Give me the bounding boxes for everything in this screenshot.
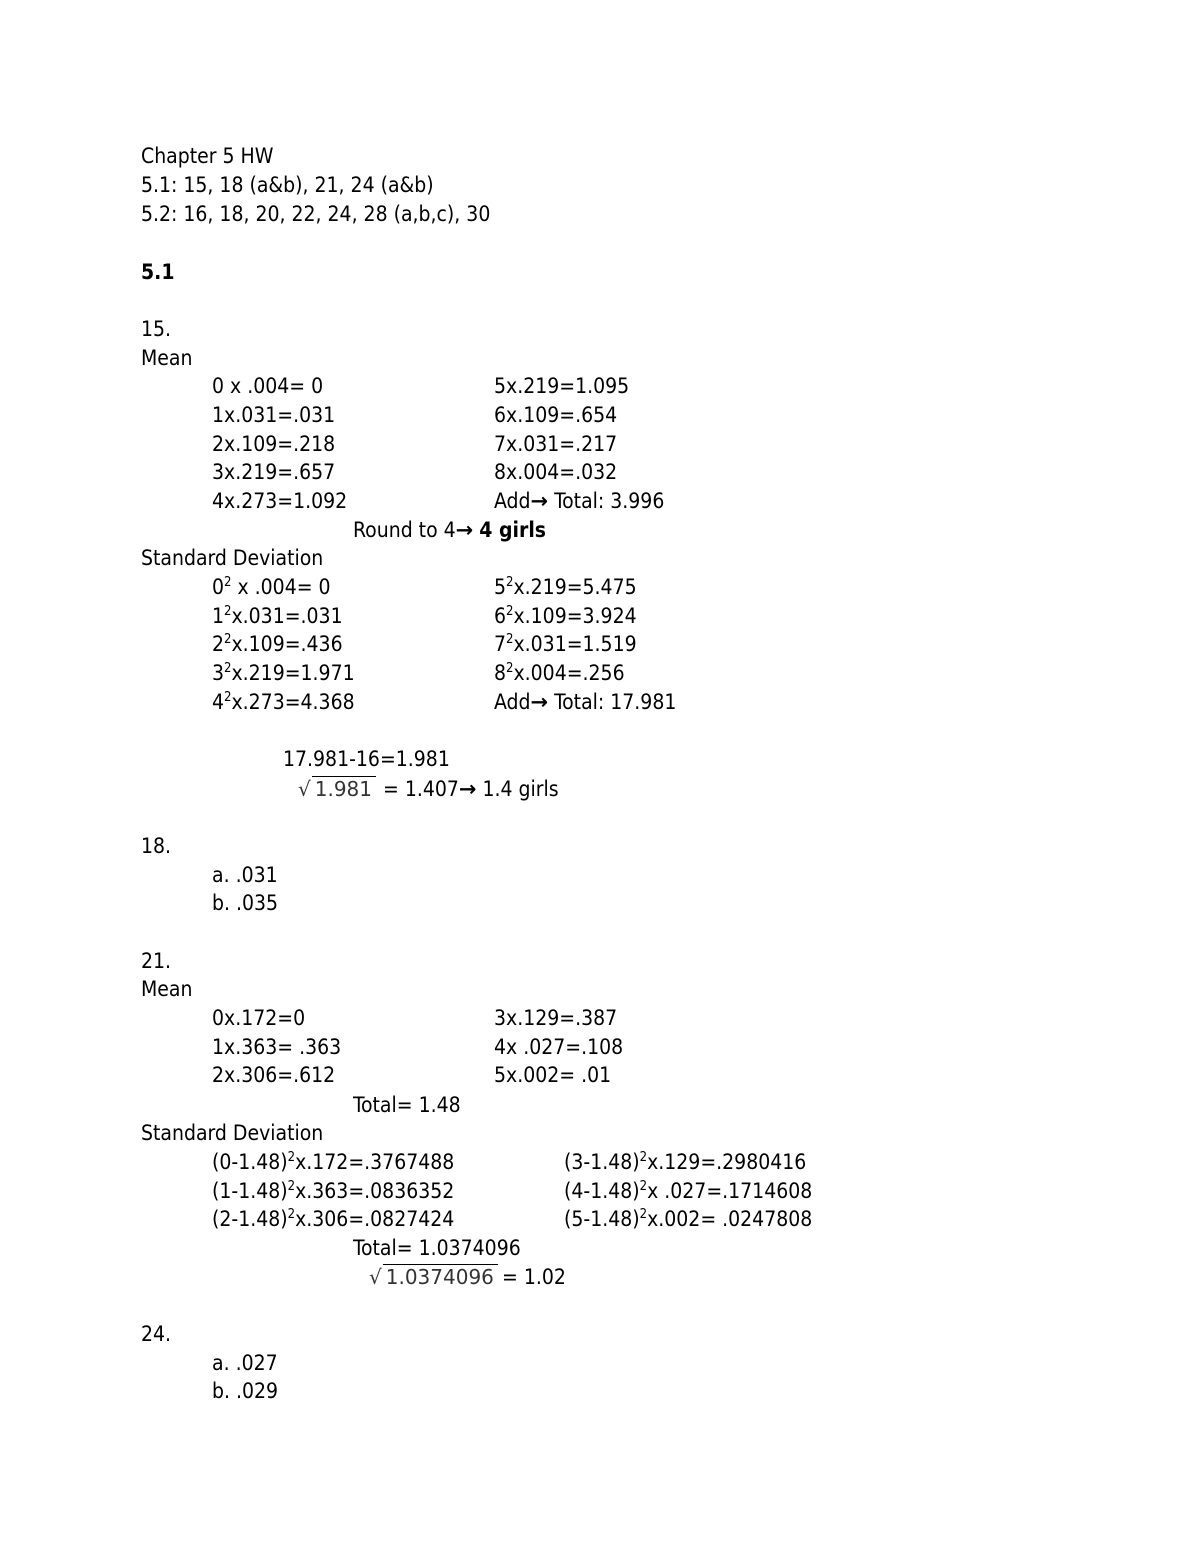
p21-sd-right-0: $(3-1.48)^2x.129=.2980416$ <box>564 1150 807 1174</box>
problem-15-mean-label: Mean <box>141 346 193 370</box>
p21-sd-total: Total= 1.0374096 <box>353 1236 521 1260</box>
p15-mean-right-2: 7x.031=.217 <box>494 432 618 456</box>
round-result: 4 girls <box>479 518 547 542</box>
p21-mean-right-1: 4x .027=.108 <box>494 1035 624 1059</box>
p15-sd-left-1: $1^2x.031=.031$ <box>212 604 343 628</box>
p21-mean-right-0: 3x.129=.387 <box>494 1006 618 1030</box>
problem-24-b: b. .029 <box>212 1379 279 1403</box>
square-root-icon: √ <box>369 1265 382 1289</box>
p15-mean-left-1: 1x.031=.031 <box>212 403 336 427</box>
problem-18-b: b. .035 <box>212 891 279 915</box>
p15-mean-right-0: 5x.219=1.095 <box>494 374 630 398</box>
p15-sqrt-expression <box>298 776 376 801</box>
arrow-icon: → <box>455 518 474 542</box>
p15-sqrt-result: = 1.407→ 1.4 girls <box>383 777 559 801</box>
p21-sd-right-1: $(4-1.48)^2x$ .027=.1714608 <box>564 1179 813 1203</box>
problem-15-number: 15. <box>141 317 172 341</box>
arrow-icon: → <box>530 690 549 714</box>
p15-sd-total-line <box>494 690 676 714</box>
p15-variance-calc: 17.981-16=1.981 <box>283 747 450 771</box>
section-heading: 5.1 <box>141 260 175 284</box>
arrow-icon: → <box>530 489 549 513</box>
p21-mean-left-2: 2x.306=.612 <box>212 1063 336 1087</box>
problem-15-sd-label: Standard Deviation <box>141 546 324 570</box>
problem-18-number: 18. <box>141 834 172 858</box>
p21-mean-left-0: 0x.172=0 <box>212 1006 306 1030</box>
document-title: Chapter 5 HW <box>141 144 274 168</box>
p15-mean-left-2: 2x.109=.218 <box>212 432 336 456</box>
p15-mean-right-3: 8x.004=.032 <box>494 460 618 484</box>
mean-total: Total: 3.996 <box>554 489 665 513</box>
assignment-line-5-1: 5.1: 15, 18 (a&b), 21, 24 (a&b) <box>141 173 434 197</box>
arrow-icon: → <box>458 777 477 801</box>
p15-mean-left-4: 4x.273=1.092 <box>212 489 348 513</box>
p15-round-line <box>353 518 546 542</box>
p21-sd-right-2: $(5-1.48)^2x.002= .0247808$ <box>564 1207 813 1231</box>
square-root-icon: √ <box>298 777 311 801</box>
problem-24-a: a. .027 <box>212 1351 278 1375</box>
p21-sd-left-1: $(1-1.48)^2x.363=.0836352$ <box>212 1179 455 1203</box>
sqrt-radicand: 1.0374096 <box>383 1264 498 1289</box>
p15-sd-right-0: $5^2x.219=5.475$ <box>494 575 637 599</box>
problem-21-sd-label: Standard Deviation <box>141 1121 324 1145</box>
sd-total: Total: 17.981 <box>554 690 677 714</box>
p21-sd-left-0: $(0-1.48)^2x.172=.3767488$ <box>212 1150 455 1174</box>
p21-mean-left-1: 1x.363= .363 <box>212 1035 342 1059</box>
p15-sd-right-1: $6^2x.109=3.924$ <box>494 604 637 628</box>
p15-mean-left-0: 0 x .004= 0 <box>212 374 324 398</box>
problem-24-number: 24. <box>141 1322 172 1346</box>
problem-21-number: 21. <box>141 949 172 973</box>
add-label: Add <box>494 489 531 513</box>
p21-sqrt-expression <box>369 1264 498 1289</box>
p15-mean-left-3: 3x.219=.657 <box>212 460 336 484</box>
p21-sd-left-2: $(2-1.48)^2x.306=.0827424$ <box>212 1207 455 1231</box>
p15-sd-right-3: $8^2x.004=.256$ <box>494 661 625 685</box>
p15-mean-total-line <box>494 489 664 513</box>
assignment-line-5-2: 5.2: 16, 18, 20, 22, 24, 28 (a,b,c), 30 <box>141 202 491 226</box>
add-label: Add <box>494 690 531 714</box>
problem-21-mean-label: Mean <box>141 977 193 1001</box>
p15-sd-left-0: $0^2$ x .004= 0 <box>212 575 331 599</box>
p21-mean-total: Total= 1.48 <box>353 1093 461 1117</box>
sqrt-radicand: 1.981 <box>312 776 376 801</box>
p15-sd-left-4: $4^2x.273=4.368$ <box>212 690 355 714</box>
round-text: Round to 4 <box>353 518 456 542</box>
p15-sd-left-3: $3^2x.219=1.971$ <box>212 661 355 685</box>
p15-mean-right-1: 6x.109=.654 <box>494 403 618 427</box>
p15-sd-left-2: $2^2x.109=.436$ <box>212 632 343 656</box>
p21-mean-right-2: 5x.002= .01 <box>494 1063 612 1087</box>
p21-sqrt-result: = 1.02 <box>502 1265 566 1289</box>
p15-sd-right-2: $7^2x.031=1.519$ <box>494 632 637 656</box>
problem-18-a: a. .031 <box>212 863 278 887</box>
